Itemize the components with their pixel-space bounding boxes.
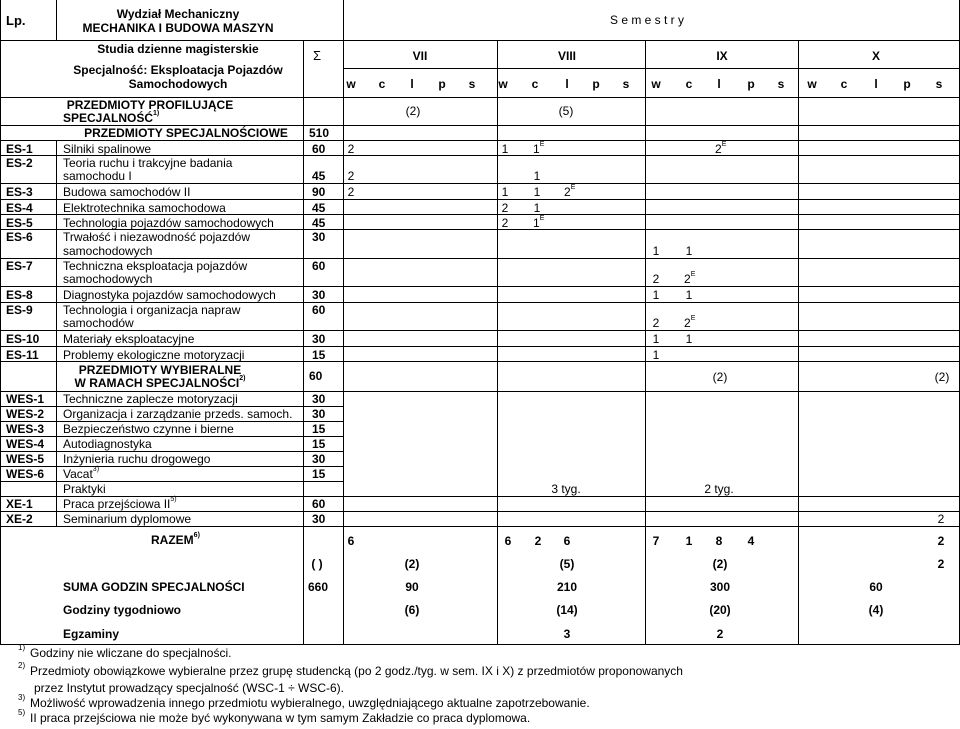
row-name: Elektrotechnika samochodowa bbox=[63, 200, 226, 215]
cell-ix-w: 2 bbox=[652, 316, 660, 330]
razem-viii-l: 6 bbox=[563, 534, 571, 548]
cell-ix-c: 1 bbox=[685, 332, 693, 346]
row-sum: 15 bbox=[312, 347, 326, 362]
row-name: Trwałość i niezawodność pojazdów bbox=[63, 230, 250, 244]
rule-wes5 bbox=[0, 466, 343, 467]
row-sum: 15 bbox=[312, 467, 326, 481]
paren-x: 2 bbox=[937, 557, 945, 571]
exams-viii: 3 bbox=[563, 627, 571, 641]
row-sum: 15 bbox=[312, 437, 326, 451]
rule-sigma-right bbox=[343, 0, 344, 644]
practice-ix: 2 tyg. bbox=[704, 482, 734, 496]
razem-vii-w: 6 bbox=[347, 534, 355, 548]
profiling-vii: (2) bbox=[405, 104, 421, 118]
semester-x: X bbox=[871, 49, 881, 63]
cell-viii-c: $1^E$ bbox=[533, 214, 545, 230]
cell-ix-w: 1 bbox=[652, 244, 660, 258]
semester-vii: VII bbox=[412, 49, 428, 63]
cell-x-s: 2 bbox=[937, 512, 945, 526]
subcol-c-sem0: c bbox=[378, 77, 386, 91]
rule-sem-ix-x bbox=[798, 40, 799, 644]
exams-ix: 2 bbox=[716, 627, 724, 641]
suma-x: 60 bbox=[869, 580, 883, 594]
cell-viii-w: 2 bbox=[501, 215, 509, 230]
row-code: XE-1 bbox=[6, 497, 33, 511]
razem-viii-w: 6 bbox=[504, 534, 512, 548]
footnote-text: Godziny nie wliczane do specjalności. bbox=[30, 646, 232, 660]
row-sum: 30 bbox=[312, 407, 326, 421]
specialty-section-sum: 510 bbox=[309, 126, 330, 140]
study-mode: Studia dzienne magisterskie bbox=[97, 42, 259, 56]
cell-ix-w: 1 bbox=[652, 332, 660, 346]
razem-ix-c: 1 bbox=[685, 534, 693, 548]
row-sum: 45 bbox=[312, 215, 326, 230]
row-sum: 90 bbox=[312, 185, 326, 199]
paren-ix: (2) bbox=[712, 557, 728, 571]
subcol-s-sem2: s bbox=[777, 77, 785, 91]
specialty-section-label: PRZEDMIOTY SPECJALNOŚCIOWE bbox=[84, 126, 288, 140]
rule-semester-title bbox=[0, 40, 960, 41]
row-name: Praca przejściowa II$^{5)}$ bbox=[63, 496, 177, 511]
profiling-viii: (5) bbox=[558, 104, 574, 118]
footnote-text: II praca przejściowa nie może być wykonywana w tym samym Zakładzie co praca dyplomowa. bbox=[30, 711, 531, 725]
practice-viii: 3 tyg. bbox=[551, 482, 581, 496]
rule-es3 bbox=[0, 199, 960, 200]
row-code: ES-1 bbox=[6, 141, 33, 156]
footnote-text: przez Instytut prowadzący specjalność (WSC-1 ÷ WSC-6). bbox=[34, 681, 345, 695]
rule-sem-viii-ix bbox=[645, 40, 646, 644]
cell-ix-w: 2 bbox=[652, 272, 660, 286]
row-sum: 60 bbox=[312, 497, 326, 511]
razem-x-s: 2 bbox=[937, 534, 945, 548]
weekly-ix: (20) bbox=[709, 603, 731, 617]
cell-viii-c: 1 bbox=[533, 200, 541, 215]
paren-vii: (2) bbox=[404, 557, 420, 571]
subcol-c-sem3: c bbox=[840, 77, 848, 91]
suma-vii: 90 bbox=[405, 580, 419, 594]
razem-label: RAZEM$^{6)}$ bbox=[151, 532, 200, 547]
row-sum: 30 bbox=[312, 392, 326, 406]
suma-viii: 210 bbox=[556, 580, 578, 594]
row-sum: 30 bbox=[312, 288, 326, 302]
row-name: Organizacja i zarządzanie przeds. samoch. bbox=[63, 407, 293, 421]
row-code: WES-1 bbox=[6, 392, 45, 406]
lp-header: Lp. bbox=[6, 13, 26, 28]
elective-subtitle: W RAMACH SPECJALNOŚCI$^{2)}$ bbox=[74, 375, 246, 390]
row-code: WES-5 bbox=[6, 452, 45, 466]
cell-viii-w: 2 bbox=[501, 200, 509, 215]
row-code: WES-6 bbox=[6, 467, 45, 481]
row-code: ES-9 bbox=[6, 303, 33, 317]
row-code: ES-7 bbox=[6, 259, 33, 273]
footnote-text: Możliwość wprowadzenia innego przedmiotu wybieralnego, uwzględniającego aktualne zapotrzebowanie. bbox=[30, 696, 590, 710]
cell-viii-w: 1 bbox=[501, 141, 509, 156]
exams-label: Egzaminy bbox=[63, 627, 120, 641]
footnote-number: 3) bbox=[18, 693, 26, 702]
weekly-label: Godziny tygodniowo bbox=[63, 603, 181, 617]
cell-viii-c: 1 bbox=[533, 169, 541, 183]
sigma-header: Σ bbox=[312, 48, 322, 63]
cell-ix-c: 1 bbox=[685, 244, 693, 258]
suma-total: 660 bbox=[308, 580, 329, 594]
rule-lp-col bbox=[56, 140, 57, 526]
row-sum: 30 bbox=[312, 512, 326, 526]
footnote-number: 1) bbox=[18, 643, 26, 652]
row-code: ES-8 bbox=[6, 288, 33, 302]
row-name-line2: samochodowych bbox=[63, 272, 153, 286]
footnote-number: 2) bbox=[18, 661, 26, 670]
subcol-w-sem0: w bbox=[346, 77, 356, 91]
cell-viii-c: $1^E$ bbox=[533, 140, 545, 156]
row-code: XE-2 bbox=[6, 512, 33, 526]
weekly-vii: (6) bbox=[404, 603, 420, 617]
row-name: Diagnostyka pojazdów samochodowych bbox=[63, 288, 276, 302]
cell-vii-w: 2 bbox=[347, 141, 355, 156]
suma-ix: 300 bbox=[709, 580, 731, 594]
row-name: Autodiagnostyka bbox=[63, 437, 152, 451]
row-name: Materiały eksploatacyjne bbox=[63, 332, 195, 346]
cell-ix-c: 1 bbox=[685, 288, 693, 302]
row-name-line2: samochodowych bbox=[63, 244, 153, 258]
cell-viii-l: $2^E$ bbox=[564, 184, 576, 199]
row-sum: 15 bbox=[312, 422, 326, 436]
rule-es2 bbox=[0, 183, 960, 184]
subcol-w-sem3: w bbox=[807, 77, 817, 91]
subcol-s-sem0: s bbox=[468, 77, 476, 91]
row-sum: 60 bbox=[312, 303, 326, 317]
cell-vii-w: 2 bbox=[347, 169, 355, 183]
specialty-line1: Specjalność: Eksploatacja Pojazdów bbox=[73, 63, 283, 77]
rule-es7 bbox=[0, 286, 960, 287]
specialty-line2: Samochodowych bbox=[128, 77, 228, 91]
row-name: Technologia pojazdów samochodowych bbox=[63, 215, 274, 230]
row-name: Silniki spalinowe bbox=[63, 141, 152, 156]
subcol-p-sem3: p bbox=[903, 77, 911, 91]
profiling-subtitle: SPECJALNOŚĆ$^{1)}$ bbox=[63, 110, 160, 125]
cell-ix-w: 1 bbox=[652, 288, 660, 302]
row-sum: 30 bbox=[312, 452, 326, 466]
row-name: Bezpieczeństwo czynne i bierne bbox=[63, 422, 234, 436]
row-name: Techniczne zaplecze motoryzacji bbox=[63, 392, 238, 406]
elective-sum: 60 bbox=[309, 369, 323, 383]
subcol-p-sem1: p bbox=[592, 77, 600, 91]
cell-ix-c: $2^E$ bbox=[684, 315, 696, 330]
row-sum: 30 bbox=[312, 332, 326, 346]
row-code: ES-2 bbox=[6, 156, 33, 170]
faculty-line2: MECHANIKA I BUDOWA MASZYN bbox=[82, 21, 274, 35]
row-code: WES-2 bbox=[6, 407, 45, 421]
rule-lp-col-top bbox=[56, 0, 57, 40]
subcol-c-sem1: c bbox=[531, 77, 539, 91]
rule-wes3 bbox=[0, 436, 343, 437]
row-code: WES-3 bbox=[6, 422, 45, 436]
row-name: Teoria ruchu i trakcyjne badania bbox=[63, 156, 233, 170]
subcol-l-sem0: l bbox=[410, 77, 414, 91]
practice-label: Praktyki bbox=[63, 482, 106, 496]
subcol-w-sem2: w bbox=[651, 77, 661, 91]
footnote-number: 5) bbox=[18, 708, 26, 717]
semesters-title: S e m e s t r y bbox=[609, 13, 685, 27]
elective-title: PRZEDMIOTY WYBIERALNE bbox=[78, 363, 242, 377]
rule-sigma-left bbox=[303, 40, 304, 644]
rule-es9 bbox=[0, 330, 960, 331]
subcol-p-sem0: p bbox=[438, 77, 446, 91]
rule-es10 bbox=[0, 346, 960, 347]
razem-ix-l: 8 bbox=[715, 534, 723, 548]
row-sum: 45 bbox=[312, 169, 326, 183]
subcol-s-sem1: s bbox=[622, 77, 630, 91]
subcol-w-sem1: w bbox=[498, 77, 508, 91]
razem-viii-c: 2 bbox=[534, 534, 542, 548]
weekly-viii: (14) bbox=[556, 603, 578, 617]
row-code: ES-4 bbox=[6, 200, 33, 215]
row-code: ES-3 bbox=[6, 185, 33, 199]
subcol-l-sem2: l bbox=[717, 77, 721, 91]
cell-vii-w: 2 bbox=[347, 185, 355, 199]
subcol-l-sem1: l bbox=[565, 77, 569, 91]
rule-wes6 bbox=[0, 481, 343, 482]
subcol-c-sem2: c bbox=[685, 77, 693, 91]
row-code: ES-6 bbox=[6, 230, 33, 244]
rule-sem-vii-viii bbox=[497, 40, 498, 644]
paren-sigma: ( ) bbox=[311, 557, 323, 571]
row-name: Seminarium dyplomowe bbox=[63, 512, 192, 526]
row-code: ES-5 bbox=[6, 215, 33, 230]
subcol-s-sem3: s bbox=[935, 77, 943, 91]
subcol-l-sem3: l bbox=[874, 77, 878, 91]
cell-viii-w: 1 bbox=[501, 185, 509, 199]
profiling-title: PRZEDMIOTY PROFILUJĄCE bbox=[66, 98, 234, 112]
subcol-p-sem2: p bbox=[747, 77, 755, 91]
suma-label: SUMA GODZIN SPECJALNOŚCI bbox=[63, 580, 245, 594]
razem-ix-w: 7 bbox=[652, 534, 660, 548]
rule-table-bottom bbox=[0, 644, 960, 645]
row-sum: 60 bbox=[312, 259, 326, 273]
row-sum: 45 bbox=[312, 200, 326, 215]
row-name: Inżynieria ruchu drogowego bbox=[63, 452, 211, 466]
cell-ix-l: $2^E$ bbox=[715, 140, 727, 156]
cell-ix-c: $2^E$ bbox=[684, 271, 696, 286]
faculty-line1: Wydział Mechaniczny bbox=[116, 7, 240, 21]
rule-left-edge bbox=[0, 0, 1, 644]
rule-xe2 bbox=[0, 526, 960, 527]
cell-viii-c: 1 bbox=[533, 185, 541, 199]
row-code: ES-10 bbox=[6, 332, 40, 346]
cell-ix-w: 1 bbox=[652, 347, 660, 362]
row-name: Budowa samochodów II bbox=[63, 185, 191, 199]
weekly-x: (4) bbox=[868, 603, 884, 617]
semester-viii: VIII bbox=[557, 49, 577, 63]
rule-semester-names bbox=[343, 68, 960, 69]
row-name-line2: samochodu I bbox=[63, 169, 132, 183]
row-code: WES-4 bbox=[6, 437, 45, 451]
semester-ix: IX bbox=[716, 49, 728, 63]
rule-specialty bbox=[0, 140, 960, 141]
row-name: Techniczna eksploatacja pojazdów bbox=[63, 259, 248, 273]
elective-x: (2) bbox=[934, 370, 950, 384]
row-name: Technologia i organizacja napraw bbox=[63, 303, 241, 317]
row-name: Problemy ekologiczne motoryzacji bbox=[63, 347, 245, 362]
footnote-text: Przedmioty obowiązkowe wybieralne przez grupę studencką (po 2 godz./tyg. w sem. IX i X) z przedmiotów proponowanych bbox=[30, 664, 683, 678]
paren-viii: (5) bbox=[559, 557, 575, 571]
row-name-line2: samochodów bbox=[63, 316, 134, 330]
razem-ix-p: 4 bbox=[747, 534, 755, 548]
row-sum: 60 bbox=[312, 141, 326, 156]
row-code: ES-11 bbox=[6, 347, 39, 362]
row-name: Vacat$^{3)}$ bbox=[63, 466, 100, 481]
elective-ix: (2) bbox=[712, 370, 728, 384]
row-sum: 30 bbox=[312, 230, 326, 244]
